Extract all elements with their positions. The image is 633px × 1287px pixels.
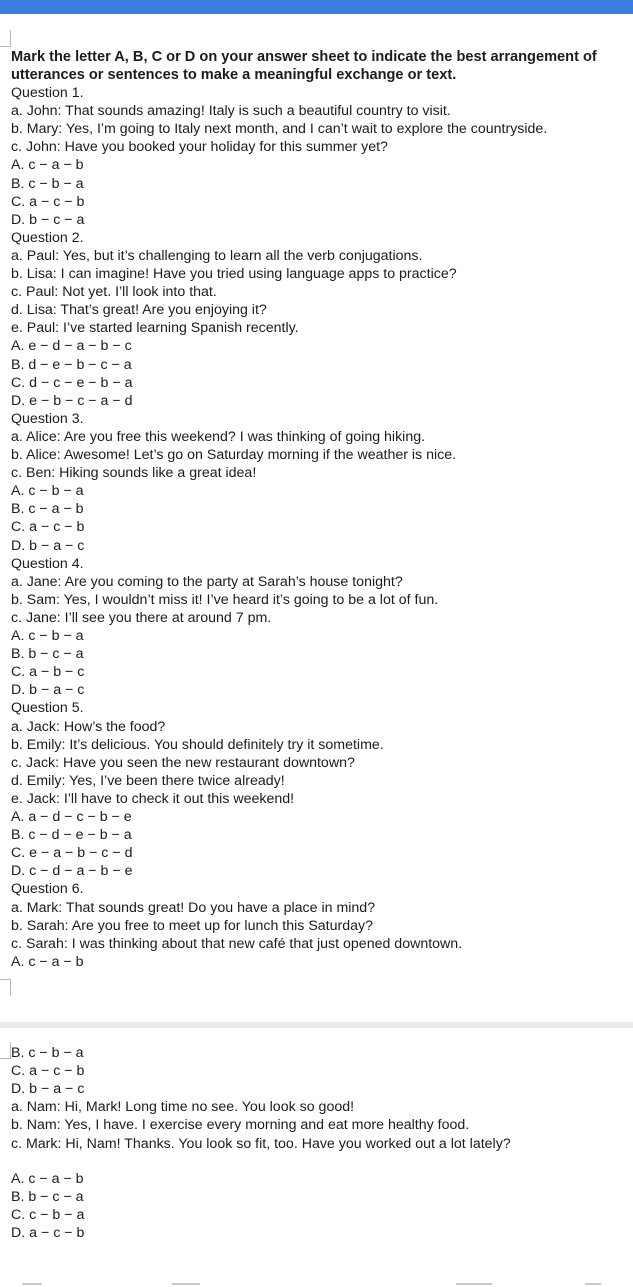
- scroll-mark: [585, 1283, 601, 1285]
- document-text-line: B. c − d − e − b − a: [11, 827, 132, 844]
- document-text-line: B. c − b − a: [11, 1045, 84, 1061]
- document-text-line: c. John: Have you booked your holiday for this summer yet?: [11, 139, 388, 156]
- document-text-line: A. e − d − a − b − c: [11, 338, 132, 355]
- document-text-line: c. Sarah: I was thinking about that new café that just opened downtown.: [11, 935, 463, 952]
- document-text-line: b. Alice: Awesome! Let’s go on Saturday morning if the weather is nice.: [11, 447, 457, 463]
- document-text-line: b. Emily: It’s delicious. You should definitely try it sometime.: [11, 736, 384, 753]
- document-text-line: D. b − a − c: [11, 537, 85, 554]
- document-page-1: [0, 14, 633, 1022]
- document-text-line: C. a − c − b: [11, 193, 85, 210]
- document-text-line: a. John: That sounds amazing! Italy is such a beautiful country to visit.: [11, 103, 451, 120]
- document-text-line: C. e − a − b − c − d: [11, 845, 133, 862]
- document-text-line: D. b − a − c: [11, 682, 85, 699]
- document-text-line: D. c − d − a − b − e: [11, 863, 133, 880]
- document-text-line: b. Sarah: Are you free to meet up for lunch this Saturday?: [11, 917, 373, 934]
- document-text-line: a. Jane: Are you coming to the party at Sarah’s house tonight?: [11, 573, 403, 590]
- document-text-line: b. Mary: Yes, I’m going to Italy next month, and I can’t wait to explore the countryside.: [11, 121, 548, 138]
- document-text-line: A. c − a − b: [11, 953, 84, 970]
- document-text-line: c. Jane: I’ll see you there at around 7 pm.: [11, 609, 272, 626]
- document-text-line: a. Alice: Are you free this weekend? I was thinking of going hiking.: [11, 428, 426, 445]
- document-text-line: b. Nam: Yes, I have. I exercise every morning and eat more healthy food.: [11, 1117, 470, 1134]
- scroll-mark: [172, 1283, 200, 1285]
- document-text-line: e. Jack: I’ll have to check it out this weekend!: [11, 790, 295, 807]
- page-corner-mark: [0, 30, 11, 47]
- document-text-line: D. b − c − a: [11, 211, 85, 228]
- document-text-line: Question 1.: [11, 85, 84, 101]
- document-page-2: [0, 1028, 633, 1287]
- document-text-line: Question 2.: [11, 229, 84, 246]
- document-text-line: d. Lisa: That’s great! Are you enjoying it?: [11, 302, 267, 319]
- bottom-scroll-marks: [0, 1281, 633, 1287]
- document-text-line: b. Sam: Yes, I wouldn’t miss it! I’ve heard it’s going to be a lot of fun.: [11, 591, 439, 608]
- document-text-line: A. c − a − b: [11, 1171, 84, 1187]
- document-text-line: c. Jack: Have you seen the new restaurant downtown?: [11, 754, 355, 771]
- document-text-line: B. b − c − a: [11, 1189, 84, 1206]
- instruction-heading-line: utterances or sentences to make a meaningful exchange or text.: [11, 67, 457, 83]
- top-toolbar-strip: [0, 0, 633, 14]
- document-text-line: A. a − d − c − b − e: [11, 809, 132, 825]
- document-text-line: B. d − e − b − c − a: [11, 356, 132, 373]
- document-text-line: B. c − b − a: [11, 175, 84, 192]
- document-text-line: C. a − c − b: [11, 519, 85, 536]
- document-text-line: D. a − c − b: [11, 1225, 85, 1242]
- document-text-line: b. Lisa: I can imagine! Have you tried using language apps to practice?: [11, 266, 457, 282]
- document-text-line: A. c − b − a: [11, 628, 84, 644]
- document-text-line: a. Nam: Hi, Mark! Long time no see. You look so good!: [11, 1099, 355, 1116]
- document-text-line: c. Ben: Hiking sounds like a great idea!: [11, 465, 257, 482]
- page-corner-mark: [0, 979, 11, 996]
- document-text-line: D. e − b − c − a − d: [11, 392, 133, 409]
- document-text-line: C. a − b − c: [11, 664, 85, 681]
- document-text-line: D. b − a − c: [11, 1081, 85, 1098]
- document-text-line: c. Paul: Not yet. I’ll look into that.: [11, 284, 217, 301]
- document-text-line: Question 4.: [11, 555, 84, 572]
- document-text-line: a. Mark: That sounds great! Do you have a place in mind?: [11, 899, 376, 916]
- scroll-mark: [456, 1283, 492, 1285]
- document-text-line: A. c − a − b: [11, 157, 84, 174]
- document-text-line: B. b − c − a: [11, 646, 84, 663]
- document-text-line: C. a − c − b: [11, 1063, 85, 1080]
- document-text-line: Question 5.: [11, 700, 84, 717]
- document-text-line: B. c − a − b: [11, 501, 84, 518]
- document-text-line: C. d − c − e − b − a: [11, 374, 133, 391]
- document-text-line: e. Paul: I’ve started learning Spanish recently.: [11, 320, 299, 337]
- document-text-line: a. Jack: How’s the food?: [11, 718, 166, 735]
- instruction-heading-line: Mark the letter A, B, C or D on your answer sheet to indicate the best arrangement of: [11, 49, 597, 65]
- scroll-mark: [22, 1283, 42, 1285]
- document-text-line: c. Mark: Hi, Nam! Thanks. You look so fit, too. Have you worked out a lot lately?: [11, 1135, 511, 1152]
- document-text-line: C. c − b − a: [11, 1207, 85, 1224]
- document-text-line: Question 3.: [11, 410, 84, 427]
- page-corner-mark: [0, 1042, 11, 1059]
- document-text-line: Question 6.: [11, 881, 84, 898]
- document-text-line: A. c − b − a: [11, 483, 84, 500]
- document-text-line: a. Paul: Yes, but it’s challenging to learn all the verb conjugations.: [11, 247, 423, 264]
- document-text-line: d. Emily: Yes, I’ve been there twice already!: [11, 772, 285, 789]
